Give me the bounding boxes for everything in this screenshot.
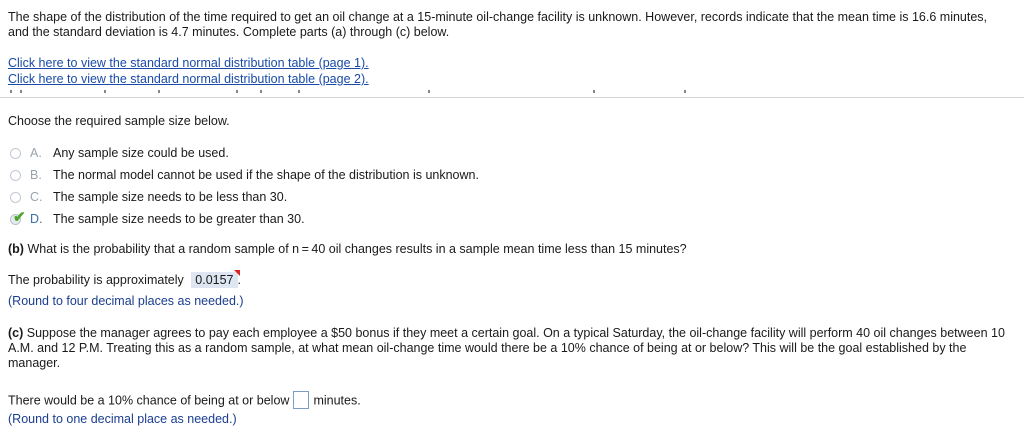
part-b-label: (b)	[8, 242, 24, 256]
part-c-answer-suffix: minutes.	[313, 393, 361, 408]
part-c-label: (c)	[8, 326, 24, 340]
part-c-question	[8, 326, 1013, 371]
option-text: The sample size needs to be less than 30.	[53, 190, 288, 204]
part-a-prompt: Choose the required sample size below.	[8, 114, 230, 128]
part-c-hint: (Round to one decimal place as needed.)	[8, 412, 237, 426]
radio-icon[interactable]	[10, 148, 21, 159]
part-b-text: What is the probability that a random sample of n = 40 oil changes results in a sample mean time less than 15 minutes?	[27, 242, 687, 256]
option-text: The sample size needs to be greater than 30.	[53, 212, 305, 226]
normal-table-page1-link[interactable]: Click here to view the standard normal distribution table (page 1).	[8, 56, 369, 70]
part-b-answer-field[interactable]	[191, 272, 237, 288]
option-letter: A.	[30, 146, 42, 160]
option-letter: B.	[30, 168, 42, 182]
part-b-answer-prefix: The probability is approximately	[8, 273, 184, 287]
option-text: The normal model cannot be used if the shape of the distribution is unknown.	[53, 168, 479, 182]
question-intro: The shape of the distribution of the time required to get an oil change at a 15-minute oil-change facility is unknown. However, records indicate that the mean time is 16.6 minutes, and the standard deviation is 4.7 minutes. Complete parts (a) through (c) below.	[8, 10, 988, 39]
part-b-question	[8, 242, 687, 256]
red-flag-icon	[234, 270, 240, 276]
part-b-answer-line	[8, 272, 241, 288]
part-b-answer-value: 0.0157	[195, 273, 234, 287]
part-b-hint: (Round to four decimal places as needed.)	[8, 294, 244, 308]
radio-icon[interactable]	[10, 192, 21, 203]
normal-table-page2-link[interactable]: Click here to view the standard normal distribution table (page 2).	[8, 72, 369, 86]
option-letter: D.	[30, 212, 43, 226]
section-divider	[0, 97, 1024, 98]
clipped-content-fragment	[8, 90, 698, 100]
part-c-text: Suppose the manager agrees to pay each employee a $50 bonus if they meet a certain goal. On a typical Saturday, the oil-change facility will perform 40 oil changes between 10 A.M. and 12 P.M. Treating this as a random sample, at what mean oil-change time would there be a 10% chance of being at or below? This will be the goal established by the manager.	[8, 326, 1005, 370]
check-icon: ✔	[13, 209, 26, 226]
option-text: Any sample size could be used.	[53, 146, 229, 160]
part-c-answer-input[interactable]	[293, 391, 309, 409]
radio-icon[interactable]	[10, 170, 21, 181]
part-b-answer-suffix: .	[237, 273, 241, 287]
part-c-answer-line	[8, 392, 361, 410]
part-c-answer-prefix: There would be a 10% chance of being at or below	[8, 393, 290, 408]
option-letter: C.	[30, 190, 43, 204]
